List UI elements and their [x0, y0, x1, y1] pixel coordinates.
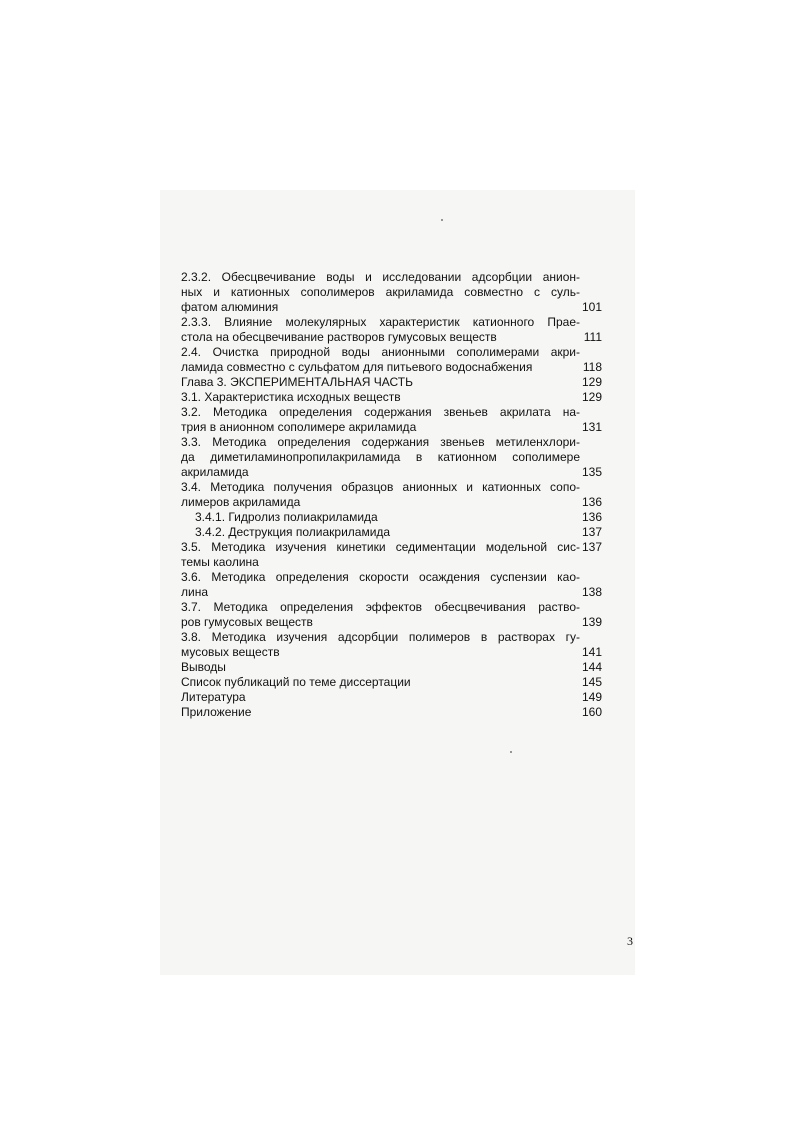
toc-entry-line: 3.4.1. Гидролиз полиакриламида: [195, 510, 378, 524]
toc-entry-line: Список публикаций по теме диссертации: [181, 675, 411, 689]
toc-entry: [181, 390, 602, 405]
toc-entry-line: акриламида: [181, 465, 249, 479]
toc-entry-line: 3.4.2. Деструкция полиакриламида: [195, 525, 391, 539]
toc-entry-line: ров гумусовых веществ: [181, 615, 313, 629]
scan-speck: [441, 219, 443, 221]
toc-entry-line: да диметиламинопропилакриламида в катионном сополимере: [181, 450, 580, 464]
toc-entry-line: ных и катионных сополимеров акриламида совместно с суль-: [181, 285, 580, 299]
toc-entry-line: лимеров акриламида: [181, 495, 301, 509]
toc-page-number: 141: [581, 645, 602, 659]
scan-speck: [510, 751, 512, 753]
toc-entry-line: 3.5. Методика изучения кинетики седиментации модельной сис-: [181, 540, 580, 554]
toc-page-number: 129: [581, 375, 602, 389]
toc-entry-line: 3.6. Методика определения скорости осаждения суспензии као-: [181, 570, 580, 584]
toc-page-number: 145: [581, 675, 602, 689]
toc-entry-line: 2.4. Очистка природной воды анионными сополимерами акри-: [181, 345, 580, 359]
toc-entry-line: трия в анионном сополимере акриламида: [181, 420, 417, 434]
toc-entry: [181, 540, 602, 570]
toc-page-number: 131: [581, 420, 602, 434]
toc-entry-line: 3.2. Методика определения содержания звеньев акрилата на-: [181, 405, 580, 419]
toc-entry: [181, 630, 602, 660]
toc-page-number: 136: [581, 510, 602, 524]
toc-page-number: 139: [581, 615, 602, 629]
toc-page-number: 149: [581, 690, 602, 704]
toc-entry-line: мусовых веществ: [181, 645, 280, 659]
table-of-contents: [181, 270, 602, 720]
toc-entry: [181, 435, 602, 480]
toc-entry-line: фатом алюминия: [181, 300, 279, 314]
toc-entry-line: лина: [181, 585, 209, 599]
toc-page-number: 101: [581, 300, 602, 314]
toc-page-number: 135: [581, 465, 602, 479]
toc-entry: [181, 480, 602, 510]
toc-entry: [181, 600, 602, 630]
toc-entry-line: Выводы: [181, 660, 226, 674]
toc-entry-line: темы каолина: [181, 555, 259, 569]
toc-entry-line: 3.1. Характеристика исходных веществ: [181, 390, 401, 404]
toc-page-number: 136: [581, 495, 602, 509]
toc-entry-line: стола на обесцвечивание растворов гумусовых веществ: [181, 330, 497, 344]
toc-entry-line: 3.7. Методика определения эффектов обесцвечивания раство-: [181, 600, 580, 614]
toc-entry: [181, 525, 602, 540]
toc-entry: [181, 270, 602, 315]
toc-entry: [181, 660, 602, 675]
toc-entry-line: Литература: [181, 690, 246, 704]
toc-entry-line: 2.3.3. Влияние молекулярных характеристик катионного Прае-: [181, 315, 580, 329]
toc-entry: [181, 375, 602, 390]
toc-entry: [181, 570, 602, 600]
toc-entry: [181, 675, 602, 690]
toc-entry-line: ламида совместно с сульфатом для питьевого водоснабжения: [181, 360, 533, 374]
toc-entry-line: 2.3.2. Обесцвечивание воды и исследовании адсорбции анион-: [181, 270, 580, 284]
toc-entry-line: 3.4. Методика получения образцов анионных и катионных сопо-: [181, 480, 580, 494]
toc-entry-line: 3.3. Методика определения содержания звеньев метиленхлори-: [181, 435, 580, 449]
toc-entry: [181, 405, 602, 435]
toc-page-number: 160: [581, 705, 602, 719]
toc-entry: [181, 510, 602, 525]
toc-page-number: 137: [581, 540, 602, 554]
page-number: 3: [627, 934, 633, 948]
toc-page-number: 144: [581, 660, 602, 674]
toc-entry-line: Приложение: [181, 705, 252, 719]
toc-entry: [181, 705, 602, 720]
toc-entry: [181, 690, 602, 705]
toc-page-number: 111: [583, 330, 602, 344]
toc-entry: [181, 315, 602, 345]
toc-entry-line: Глава 3. ЭКСПЕРИМЕНТАЛЬНАЯ ЧАСТЬ: [181, 375, 413, 389]
toc-page-number: 129: [581, 390, 602, 404]
toc-page-number: 137: [581, 525, 602, 539]
toc-entry: [181, 345, 602, 375]
toc-entry-line: 3.8. Методика изучения адсорбции полимеров в растворах гу-: [181, 630, 580, 644]
toc-page-number: 138: [581, 585, 602, 599]
toc-page-number: 118: [582, 360, 602, 374]
